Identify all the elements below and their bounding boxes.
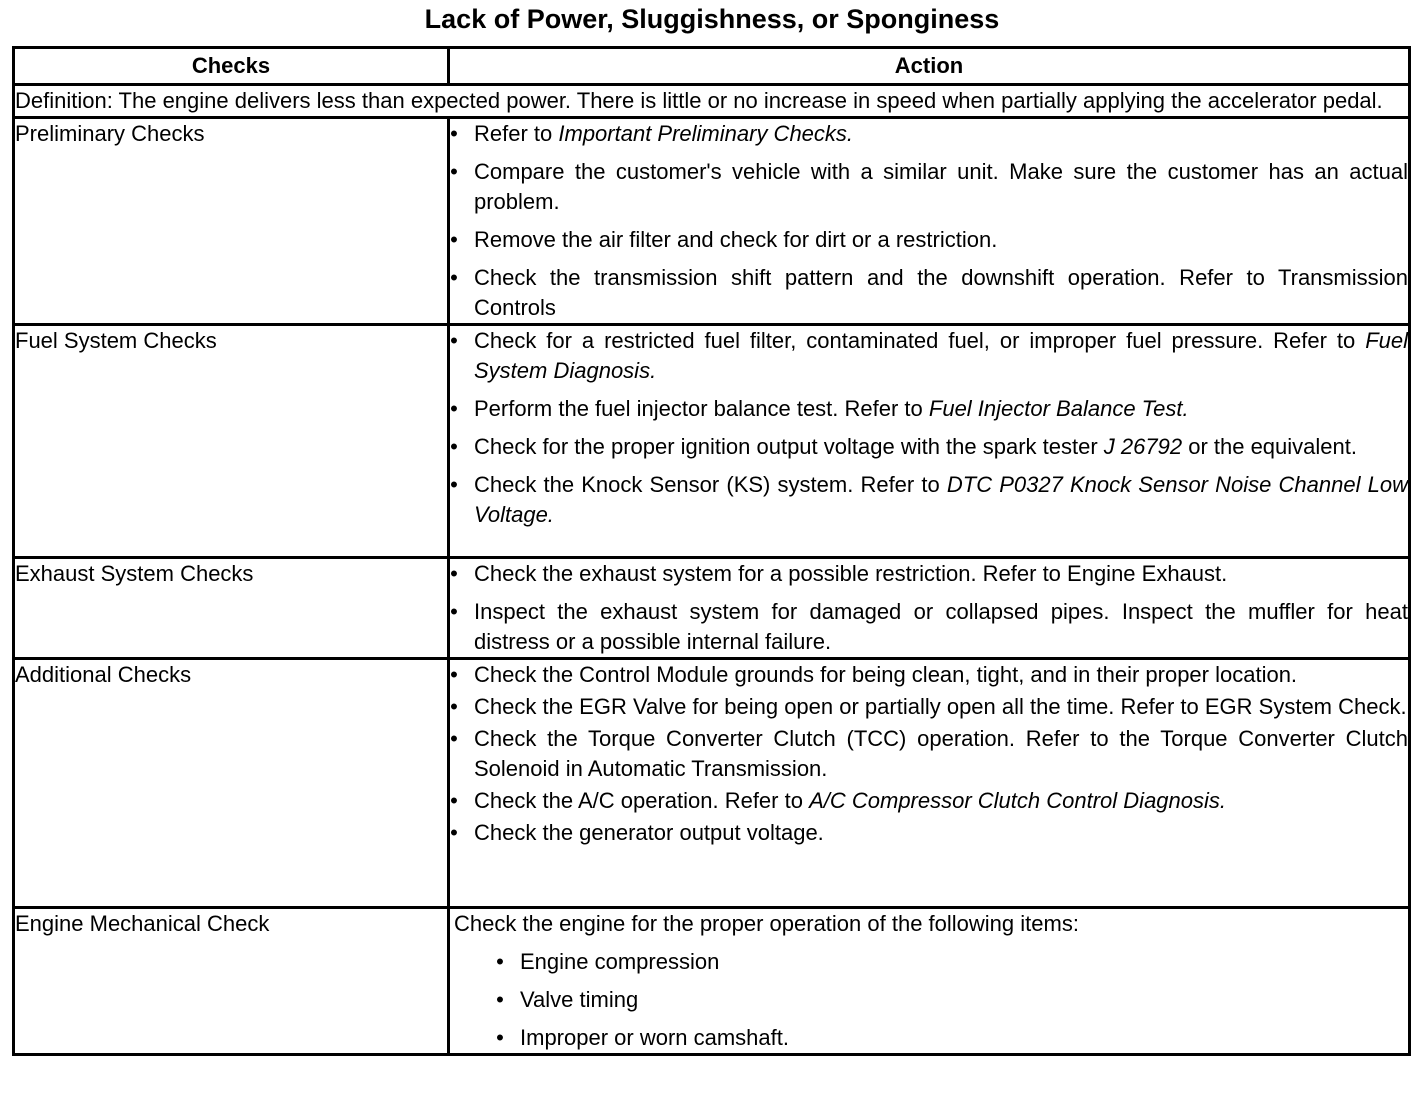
action-item <box>450 724 1408 784</box>
bullet-icon: • <box>450 434 458 459</box>
action-cell <box>449 558 1410 659</box>
action-text: Refer to <box>474 121 559 146</box>
action-text: Valve timing <box>520 987 639 1012</box>
action-reference: Fuel Injector Balance Test. <box>928 396 1189 421</box>
action-item <box>450 225 1408 255</box>
action-reference: Important Preliminary Checks. <box>558 121 854 146</box>
table-row <box>14 659 1410 908</box>
action-text: Check the Control Module grounds for being clean, tight, and in their proper location. <box>474 662 1298 687</box>
action-item <box>450 326 1408 386</box>
bullet-icon: • <box>450 121 458 146</box>
action-text: Check for the proper ignition output voltage with the spark tester <box>474 434 1104 459</box>
action-item <box>450 263 1408 323</box>
action-item <box>450 157 1408 217</box>
action-text: or the equivalent. <box>1182 434 1357 459</box>
check-name: Exhaust System Checks <box>14 558 449 659</box>
action-item <box>496 985 1408 1015</box>
action-item <box>450 470 1408 530</box>
action-item <box>450 597 1408 657</box>
bullet-icon: • <box>450 396 458 421</box>
action-text: Check for a restricted fuel filter, contaminated fuel, or improper fuel pressure. Refer to <box>474 328 1366 353</box>
action-item <box>450 660 1408 690</box>
page-title: Lack of Power, Sluggishness, or Sponginess <box>424 4 1000 34</box>
bullet-icon: • <box>450 227 458 252</box>
action-text: Check the transmission shift pattern and the downshift operation. Refer to Transmission Controls <box>474 265 1408 320</box>
action-text: Engine compression <box>520 949 720 974</box>
action-cell <box>449 325 1410 558</box>
action-reference: Fuel System Diagnosis. <box>474 328 1408 383</box>
tool-reference: J 26792 <box>1103 434 1183 459</box>
action-text: Check the Torque Converter Clutch (TCC) operation. Refer to the Torque Converter Clutch Solenoid in Automatic Transmission. <box>474 726 1408 781</box>
action-column-header: Action <box>449 48 1410 85</box>
action-text: Check the EGR Valve for being open or partially open all the time. Refer to EGR System Check. <box>474 694 1407 719</box>
action-item <box>496 1023 1408 1053</box>
action-text: Check the A/C operation. Refer to <box>474 788 810 813</box>
action-item <box>450 394 1408 424</box>
check-name: Fuel System Checks <box>14 325 449 558</box>
bullet-icon: • <box>450 159 458 184</box>
diagnostic-table <box>12 46 1411 1056</box>
check-name: Preliminary Checks <box>14 118 449 325</box>
checks-column-header: Checks <box>14 48 449 85</box>
bullet-icon: • <box>450 561 458 586</box>
action-item <box>450 786 1408 816</box>
action-text: Check the exhaust system for a possible restriction. Refer to Engine Exhaust. <box>474 561 1228 586</box>
action-item <box>450 692 1408 722</box>
table-row <box>14 908 1410 1055</box>
action-item <box>450 818 1408 848</box>
bullet-icon: • <box>450 472 458 497</box>
action-text: Perform the fuel injector balance test. Refer to <box>474 396 929 421</box>
action-item <box>450 559 1408 589</box>
bullet-icon: • <box>496 949 504 974</box>
bullet-icon: • <box>450 726 458 751</box>
definition-text: Definition: The engine delivers less than expected power. There is little or no increase in speed when partially applying the accelerator pedal. <box>14 85 1410 118</box>
check-name: Engine Mechanical Check <box>14 908 449 1055</box>
action-item <box>450 432 1408 462</box>
bullet-icon: • <box>450 265 458 290</box>
check-name: Additional Checks <box>14 659 449 908</box>
action-text: Check the Knock Sensor (KS) system. Refer to <box>474 472 947 497</box>
table-row <box>14 558 1410 659</box>
action-cell <box>449 659 1410 908</box>
action-text: Compare the customer's vehicle with a similar unit. Make sure the customer has an actual problem. <box>474 159 1408 214</box>
action-cell <box>449 118 1410 325</box>
action-item <box>450 119 1408 149</box>
bullet-icon: • <box>450 820 458 845</box>
bullet-icon: • <box>496 987 504 1012</box>
action-text: Check the generator output voltage. <box>474 820 824 845</box>
action-text: Inspect the exhaust system for damaged or collapsed pipes. Inspect the muffler for heat distress or a possible internal failure. <box>474 599 1408 654</box>
engine-check-intro: Check the engine for the proper operation of the following items: <box>454 911 1079 936</box>
table-row <box>14 118 1410 325</box>
definition-row <box>14 85 1410 118</box>
action-item <box>496 947 1408 977</box>
action-text: Remove the air filter and check for dirt or a restriction. <box>474 227 998 252</box>
bullet-icon: • <box>496 1025 504 1050</box>
table-row <box>14 325 1410 558</box>
bullet-icon: • <box>450 599 458 624</box>
action-reference: DTC P0327 Knock Sensor Noise Channel Low Voltage. <box>474 472 1408 527</box>
bullet-icon: • <box>450 328 458 353</box>
bullet-icon: • <box>450 662 458 687</box>
bullet-icon: • <box>450 788 458 813</box>
action-text: Improper or worn camshaft. <box>520 1025 789 1050</box>
action-cell <box>449 908 1410 1055</box>
action-reference: A/C Compressor Clutch Control Diagnosis. <box>809 788 1227 813</box>
bullet-icon: • <box>450 694 458 719</box>
header-row <box>14 48 1410 85</box>
